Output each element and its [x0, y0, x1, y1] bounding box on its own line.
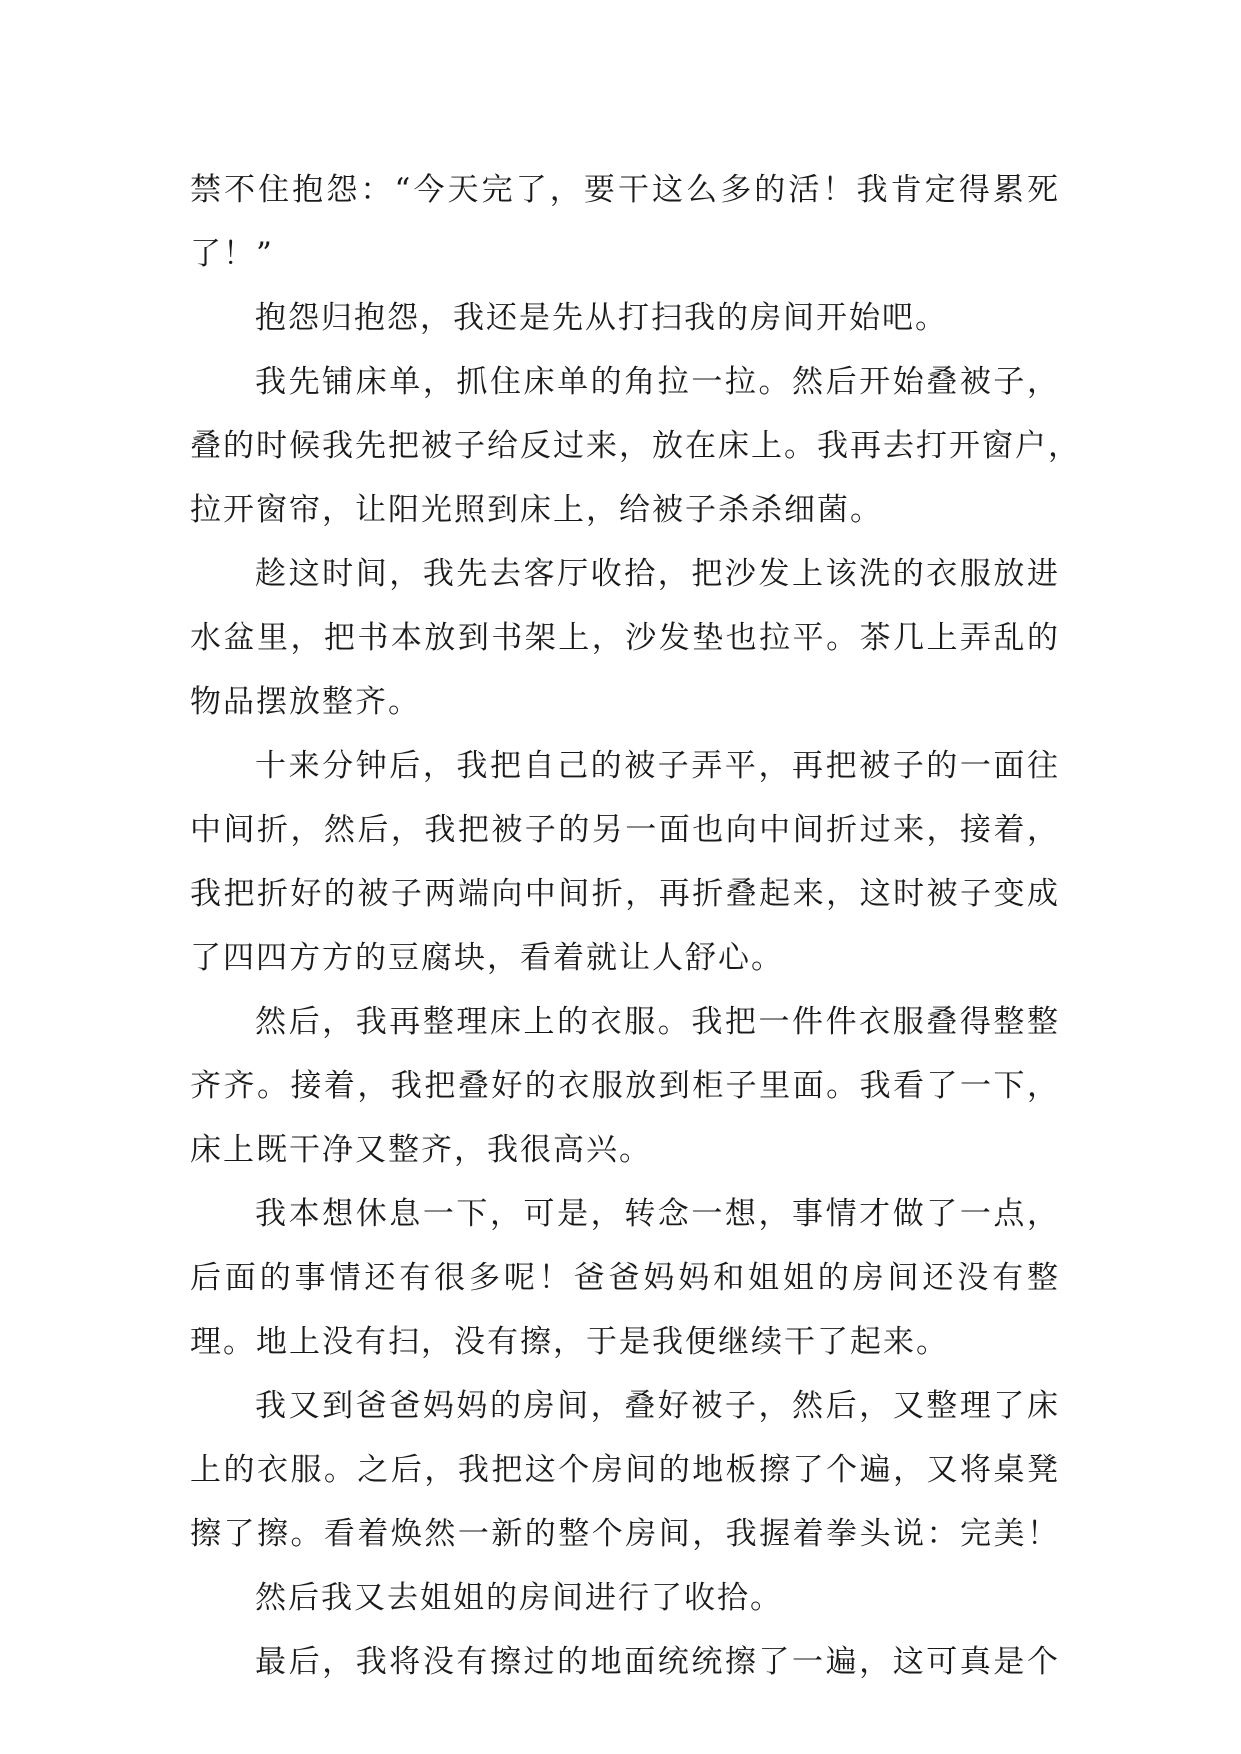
text-line: 趁这时间，我先去客厅收拾，把沙发上该洗的衣服放进	[255, 556, 1060, 592]
text-line: 后面的事情还有很多呢！爸爸妈妈和姐姐的房间还没有整	[190, 1260, 1060, 1296]
text-line: 上的衣服。之后，我把这个房间的地板擦了个遍，又将桌凳	[190, 1452, 1060, 1488]
text-line: 水盆里，把书本放到书架上，沙发垫也拉平。茶几上弄乱的	[190, 620, 1060, 656]
text-line: 禁不住抱怨：“今天完了，要干这么多的活！我肯定得累死	[190, 172, 1060, 208]
text-line: 床上既干净又整齐，我很高兴。	[190, 1132, 652, 1168]
text-line: 齐齐。接着，我把叠好的衣服放到柜子里面。我看了一下，	[190, 1068, 1060, 1104]
text-line: 我先铺床单，抓住床单的角拉一拉。然后开始叠被子，	[255, 364, 1060, 400]
body-text	[190, 158, 1081, 1694]
text-line: 抱怨归抱怨，我还是先从打扫我的房间开始吧。	[255, 300, 948, 336]
text-line: 理。地上没有扫，没有擦，于是我便继续干了起来。	[190, 1324, 949, 1360]
text-line: 叠的时候我先把被子给反过来，放在床上。我再去打开窗户，	[190, 428, 1081, 464]
text-line: 我又到爸爸妈妈的房间，叠好被子，然后，又整理了床	[255, 1388, 1060, 1424]
text-line: 最后，我将没有擦过的地面统统擦了一遍，这可真是个	[255, 1644, 1060, 1680]
text-line: 物品摆放整齐。	[190, 684, 421, 720]
text-line: 了！”	[190, 236, 274, 272]
text-line: 我本想休息一下，可是，转念一想，事情才做了一点，	[255, 1196, 1060, 1232]
text-line: 十来分钟后，我把自己的被子弄平，再把被子的一面往	[255, 748, 1060, 784]
text-line: 了四四方方的豆腐块，看着就让人舒心。	[190, 940, 784, 976]
text-line: 然后，我再整理床上的衣服。我把一件件衣服叠得整整	[255, 1004, 1060, 1040]
text-line: 中间折，然后，我把被子的另一面也向中间折过来，接着，	[190, 812, 1060, 848]
text-line: 拉开窗帘，让阳光照到床上，给被子杀杀细菌。	[190, 492, 883, 528]
text-line: 我把折好的被子两端向中间折，再折叠起来，这时被子变成	[190, 876, 1060, 912]
text-line: 然后我又去姐姐的房间进行了收拾。	[255, 1580, 783, 1616]
text-line: 擦了擦。看着焕然一新的整个房间，我握着拳头说：完美！	[190, 1516, 1060, 1552]
